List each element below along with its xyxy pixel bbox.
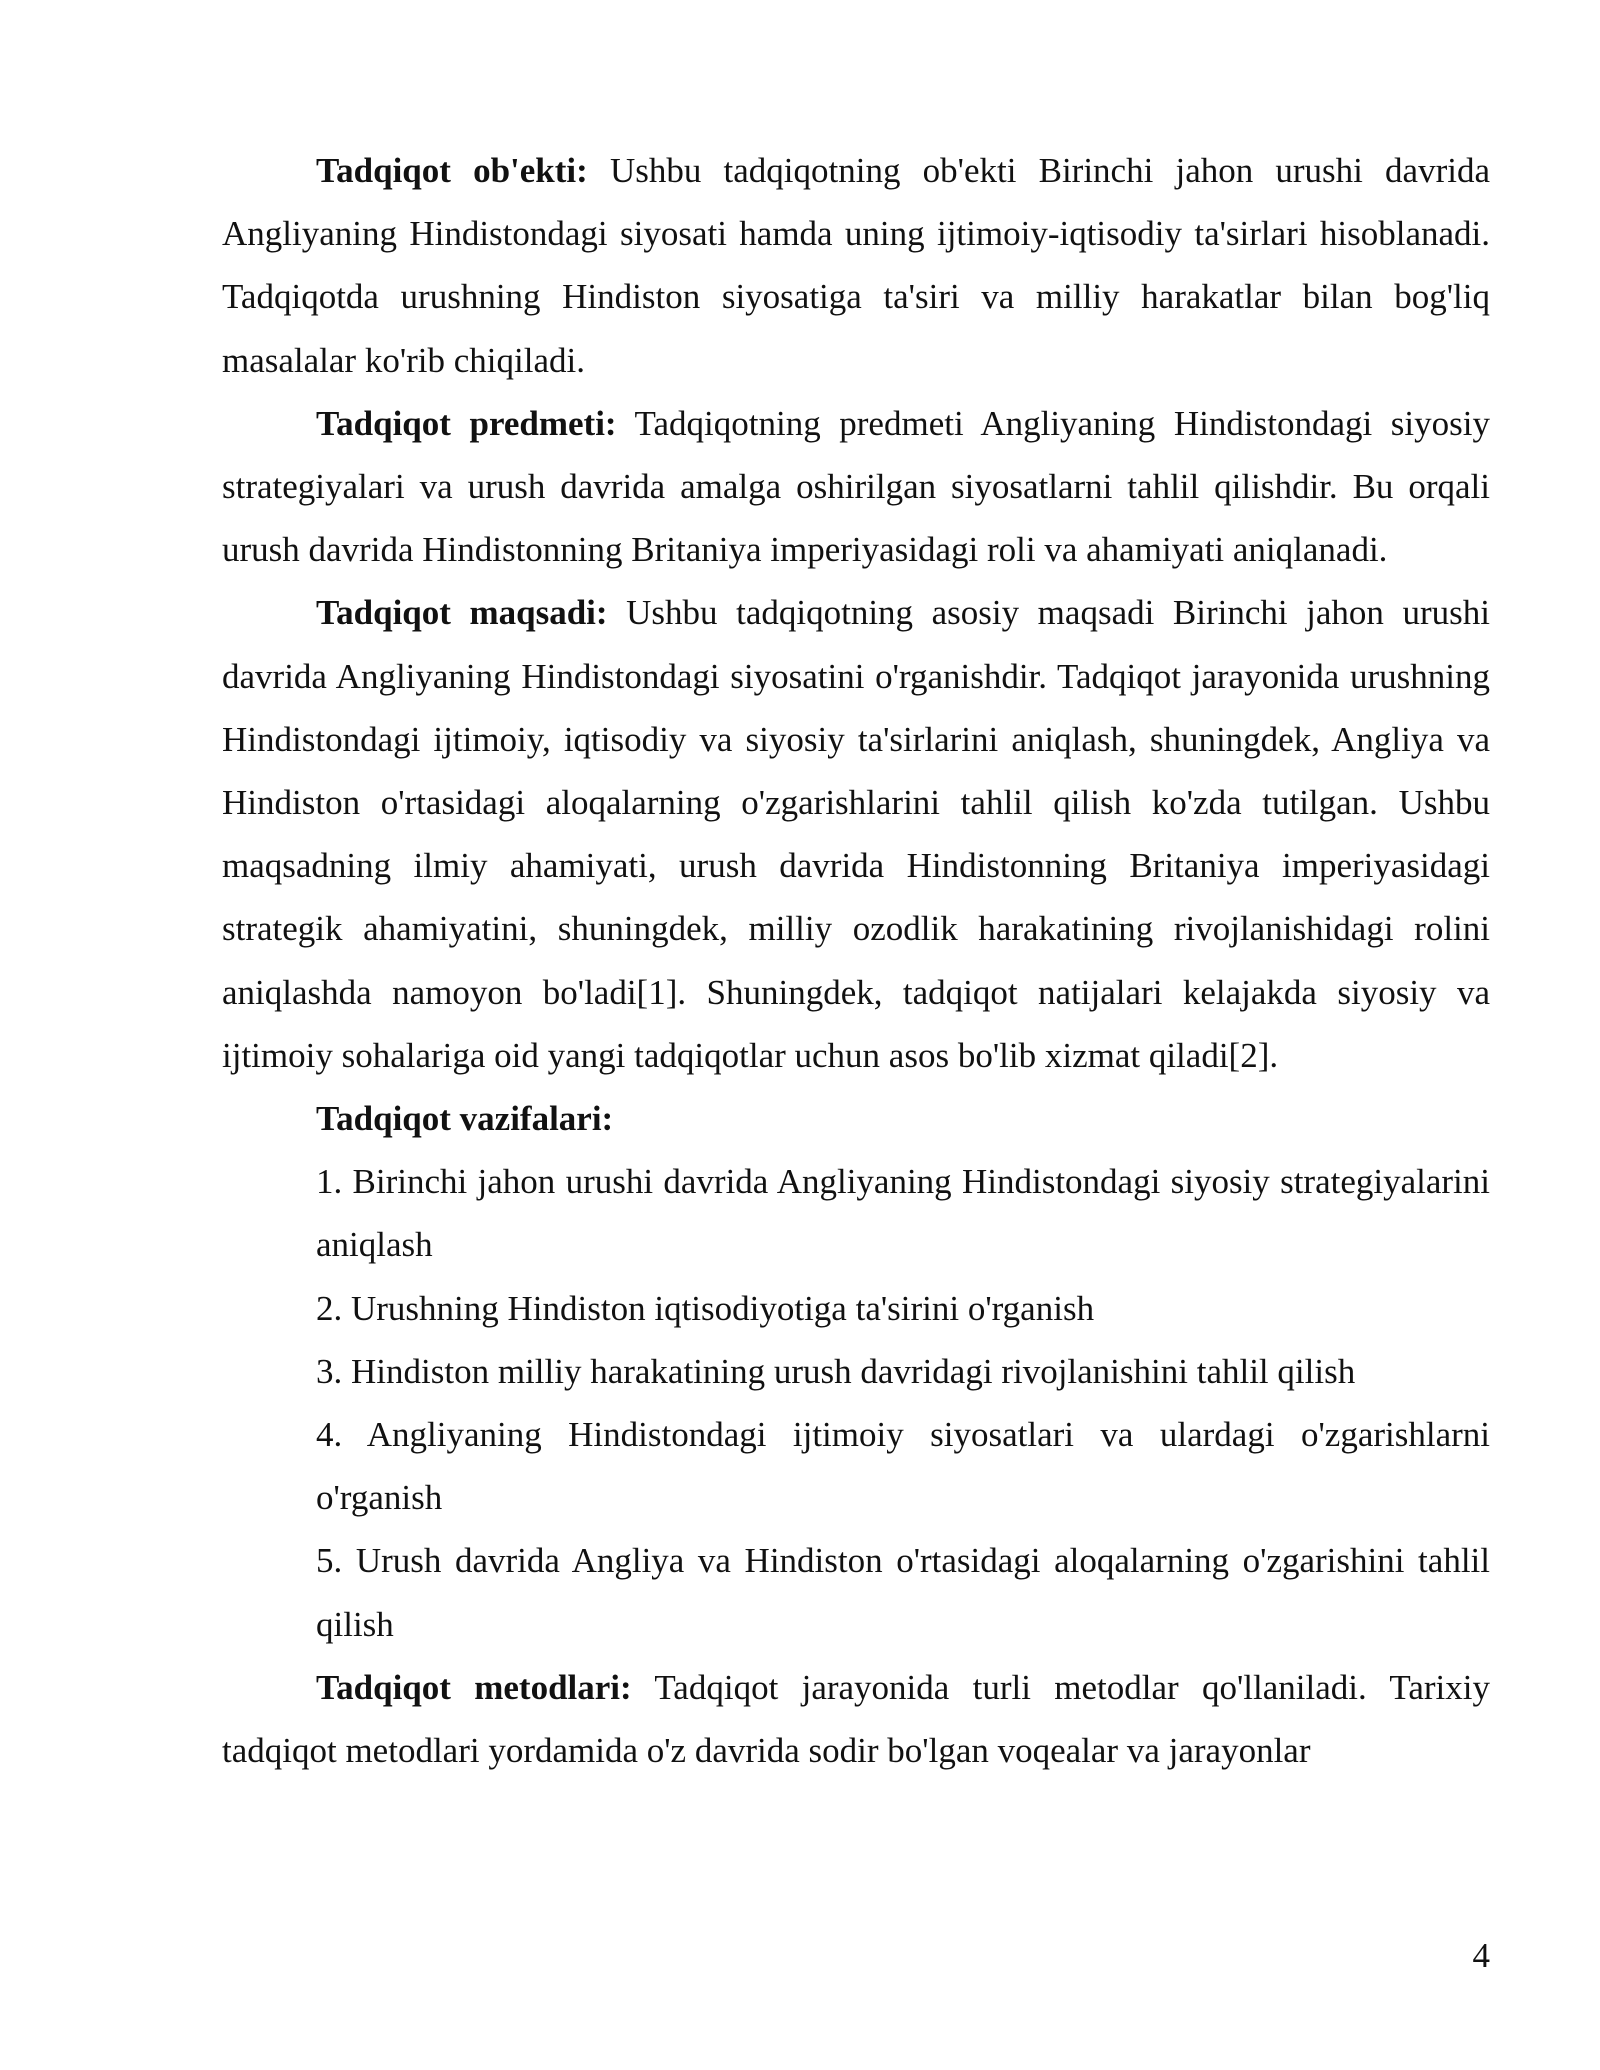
paragraph-object [222, 139, 1490, 392]
task-item-5: 5. Urush davrida Angliya va Hindiston o'rtasidagi aloqalarning o'zgarishini tahlil qilish [316, 1541, 1490, 1644]
paragraph-label: Tadqiqot metodlari: [316, 1667, 632, 1707]
task-item-4: 4. Angliyaning Hindistondagi ijtimoiy siyosatlari va ulardagi o'zgarishlarni o'rganish [316, 1415, 1490, 1518]
paragraph-text: Tadqiqotning predmeti Angliyaning Hindistondagi siyosiy strategiyalari va urush davrida amalga oshirilgan siyosatlarni tahlil qilishdir. Bu orqali urush davrida Hindistonning Britaniya imperiyasidagi roli va ahamiyati aniqlanadi. [222, 403, 1490, 570]
paragraph-subject [222, 392, 1490, 582]
paragraph-text: Ushbu tadqiqotning ob'ekti Birinchi jahon urushi davrida Angliyaning Hindistondagi siyosati hamda uning ijtimoiy-iqtisodiy ta'sirlari hisoblanadi. Tadqiqotda urushning Hindiston siyosatiga ta'siri va milliy harakatlar bilan bog'liq masalalar ko'rib chiqiladi. [222, 151, 1491, 380]
tasks-heading: Tadqiqot vazifalari: [316, 1099, 614, 1139]
task-item-3: 3. Hindiston milliy harakatining urush davridagi rivojlanishini tahlil qilish [316, 1351, 1356, 1391]
paragraph-label: Tadqiqot predmeti: [316, 403, 617, 443]
page-number: 4 [1472, 1936, 1490, 1975]
paragraph-text: Ushbu tadqiqotning asosiy maqsadi Birinchi jahon urushi davrida Angliyaning Hindistondagi siyosatini o'rganishdir. Tadqiqot jarayonida urushning Hindistondagi ijtimoiy, iqtisodiy va siyosiy ta'sirlarini aniqlash, shuningdek, Angliya va Hindiston o'rtasidagi aloqalarning o'zgarishlarini tahlil qilish ko'zda tutilgan. Ushbu maqsadning ilmiy ahamiyati, urush davrida Hindistonning Britaniya imperiyasidagi strategik ahamiyatini, shuningdek, milliy ozodlik harakatining rivojlanishidagi rolini aniqlashda namoyon bo'ladi[1]. Shuningdek, tadqiqot natijalari kelajakda siyosiy va ijtimoiy sohalariga oid yangi tadqiqotlar uchun asos bo'lib xizmat qiladi[2]. [222, 593, 1491, 1075]
task-item-2: 2. Urushning Hindiston iqtisodiyotiga ta'sirini o'rganish [316, 1288, 1095, 1328]
paragraph-label: Tadqiqot maqsadi: [316, 593, 608, 633]
paragraph-methods [222, 1656, 1490, 1782]
paragraph-label: Tadqiqot ob'ekti: [316, 151, 588, 190]
task-item-1: 1. Birinchi jahon urushi davrida Angliyaning Hindistondagi siyosiy strategiyalarini aniqlash [316, 1162, 1490, 1265]
paragraph-goal [222, 581, 1490, 1087]
document-body [222, 139, 1490, 1782]
paragraph-text: Tadqiqot jarayonida turli metodlar qo'llaniladi. Tarixiy tadqiqot metodlari yordamida o'z davrida sodir bo'lgan voqealar va jarayonlar [222, 1667, 1491, 1771]
